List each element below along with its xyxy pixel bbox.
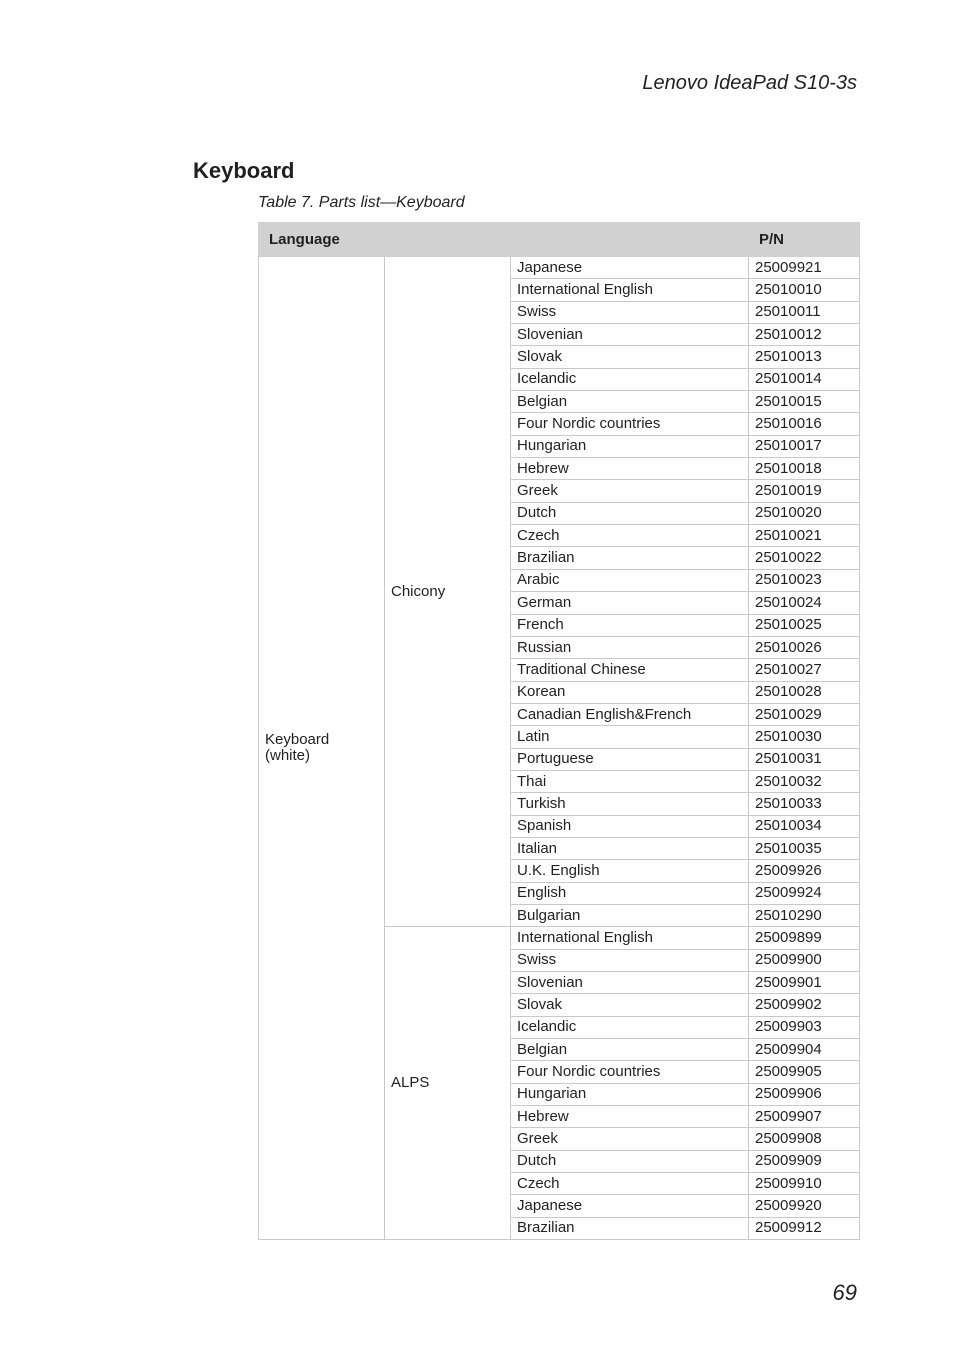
pn-cell: 25009921 — [749, 257, 860, 279]
pn-cell: 25010021 — [749, 525, 860, 547]
pn-cell: 25009908 — [749, 1128, 860, 1150]
pn-cell: 25010016 — [749, 413, 860, 435]
language-cell: German — [511, 592, 749, 614]
pn-cell: 25009900 — [749, 949, 860, 971]
language-cell: Hebrew — [511, 458, 749, 480]
language-cell: French — [511, 614, 749, 636]
pn-cell: 25010029 — [749, 703, 860, 725]
section-heading: Keyboard — [193, 158, 295, 183]
page-number: 69 — [832, 1280, 857, 1305]
table-header-row — [259, 223, 860, 257]
pn-cell: 25010030 — [749, 726, 860, 748]
language-cell: Dutch — [511, 502, 749, 524]
language-cell: Slovak — [511, 346, 749, 368]
language-cell: Slovenian — [511, 324, 749, 346]
language-cell: Portuguese — [511, 748, 749, 770]
language-cell: Brazilian — [511, 1217, 749, 1239]
language-cell: Belgian — [511, 391, 749, 413]
category-line: Keyboard — [265, 731, 330, 749]
pn-cell: 25009904 — [749, 1039, 860, 1061]
pn-cell: 25009906 — [749, 1083, 860, 1105]
language-cell: Italian — [511, 837, 749, 859]
language-cell: Czech — [511, 525, 749, 547]
pn-cell: 25010031 — [749, 748, 860, 770]
language-cell: Arabic — [511, 569, 749, 591]
pn-cell: 25010290 — [749, 904, 860, 926]
language-cell: Brazilian — [511, 547, 749, 569]
language-cell: Swiss — [511, 301, 749, 323]
pn-cell: 25010018 — [749, 458, 860, 480]
pn-cell: 25009902 — [749, 994, 860, 1016]
language-cell: Hungarian — [511, 1083, 749, 1105]
vendor-cell: ALPS — [385, 927, 511, 1240]
pn-cell: 25009912 — [749, 1217, 860, 1239]
language-cell: International English — [511, 279, 749, 301]
pn-cell: 25009926 — [749, 860, 860, 882]
language-cell: Slovenian — [511, 972, 749, 994]
pn-cell: 25010014 — [749, 368, 860, 390]
pn-cell: 25010025 — [749, 614, 860, 636]
language-cell: Bulgarian — [511, 904, 749, 926]
pn-cell: 25010010 — [749, 279, 860, 301]
running-header: Lenovo IdeaPad S10-3s — [642, 72, 857, 94]
language-cell: Korean — [511, 681, 749, 703]
pn-cell: 25010019 — [749, 480, 860, 502]
language-cell: Four Nordic countries — [511, 1061, 749, 1083]
language-cell: Japanese — [511, 1195, 749, 1217]
pn-cell: 25009907 — [749, 1106, 860, 1128]
pn-cell: 25010024 — [749, 592, 860, 614]
language-cell: Hungarian — [511, 435, 749, 457]
pn-cell: 25009924 — [749, 882, 860, 904]
language-cell: U.K. English — [511, 860, 749, 882]
language-cell: Thai — [511, 770, 749, 792]
pn-cell: 25010015 — [749, 391, 860, 413]
language-cell: Russian — [511, 636, 749, 658]
pn-column-header: P/N — [749, 223, 860, 257]
pn-cell: 25010032 — [749, 770, 860, 792]
table-caption: Table 7. Parts list—Keyboard — [258, 194, 465, 211]
pn-cell: 25010026 — [749, 636, 860, 658]
category-line: (white) — [265, 747, 311, 765]
pn-cell: 25010020 — [749, 502, 860, 524]
language-cell: Traditional Chinese — [511, 659, 749, 681]
pn-cell: 25010035 — [749, 837, 860, 859]
language-cell: Latin — [511, 726, 749, 748]
language-cell: Turkish — [511, 793, 749, 815]
language-cell: Slovak — [511, 994, 749, 1016]
language-cell: Belgian — [511, 1039, 749, 1061]
pn-cell: 25010027 — [749, 659, 860, 681]
language-cell: Greek — [511, 480, 749, 502]
language-cell: Four Nordic countries — [511, 413, 749, 435]
pn-cell: 25010028 — [749, 681, 860, 703]
pn-cell: 25010013 — [749, 346, 860, 368]
pn-cell: 25010033 — [749, 793, 860, 815]
language-cell: English — [511, 882, 749, 904]
pn-cell: 25010017 — [749, 435, 860, 457]
category-cell — [259, 257, 385, 1240]
language-cell: Swiss — [511, 949, 749, 971]
language-cell: Icelandic — [511, 368, 749, 390]
language-cell: Dutch — [511, 1150, 749, 1172]
pn-cell: 25010023 — [749, 569, 860, 591]
parts-table — [258, 222, 860, 1240]
pn-cell: 25009920 — [749, 1195, 860, 1217]
language-cell: Greek — [511, 1128, 749, 1150]
language-cell: Spanish — [511, 815, 749, 837]
pn-cell: 25009909 — [749, 1150, 860, 1172]
pn-cell: 25010012 — [749, 324, 860, 346]
table-row — [259, 257, 860, 279]
pn-cell: 25009899 — [749, 927, 860, 949]
vendor-cell: Chicony — [385, 257, 511, 927]
pn-cell: 25009910 — [749, 1173, 860, 1195]
language-cell: Canadian English&French — [511, 703, 749, 725]
language-cell: Japanese — [511, 257, 749, 279]
pn-cell: 25010034 — [749, 815, 860, 837]
pn-cell: 25009905 — [749, 1061, 860, 1083]
language-cell: International English — [511, 927, 749, 949]
pn-cell: 25009901 — [749, 972, 860, 994]
pn-cell: 25010022 — [749, 547, 860, 569]
language-cell: Hebrew — [511, 1106, 749, 1128]
table-body — [259, 257, 860, 1240]
language-column-header: Language — [259, 223, 749, 257]
language-cell: Icelandic — [511, 1016, 749, 1038]
pn-cell: 25010011 — [749, 301, 860, 323]
language-cell: Czech — [511, 1173, 749, 1195]
pn-cell: 25009903 — [749, 1016, 860, 1038]
